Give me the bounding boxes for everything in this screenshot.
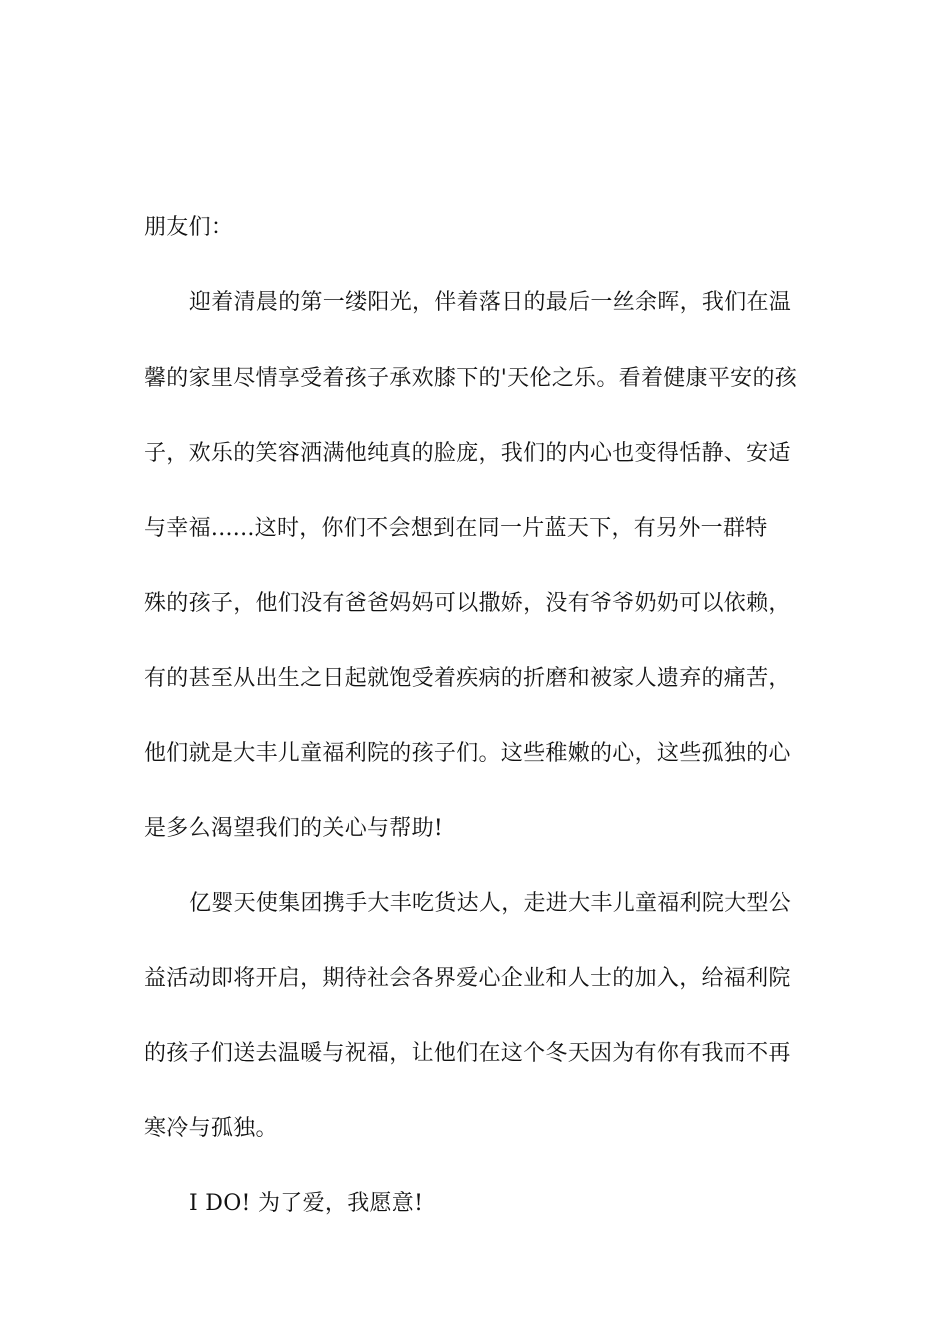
paragraph-1-line-1: 迎着清晨的第一缕阳光，伴着落日的最后一丝余晖，我们在温 <box>189 290 792 315</box>
paragraph-2-line-3: 的孩子们送去温暖与祝福，让他们在这个冬天因为有你有我而不再 <box>144 1041 791 1066</box>
paragraph-1-line-3: 子，欢乐的笑容洒满他纯真的脸庞，我们的内心也变得恬静、安适 <box>144 441 791 466</box>
paragraph-1-line-8: 是多么渴望我们的关心与帮助! <box>144 816 444 841</box>
paragraph-2-line-4: 寒冷与孤独。 <box>144 1116 278 1141</box>
paragraph-1-line-4: 与幸福......这时，你们不会想到在同一片蓝天下，有另外一群特 <box>144 516 768 541</box>
paragraph-2-line-1: 亿婴天使集团携手大丰吃货达人，走进大丰儿童福利院大型公 <box>189 891 792 916</box>
paragraph-2-line-2: 益活动即将开启，期待社会各界爱心企业和人士的加入，给福利院 <box>144 966 791 991</box>
paragraph-1-line-7: 他们就是大丰儿童福利院的孩子们。这些稚嫩的心，这些孤独的心 <box>144 741 791 766</box>
paragraph-1-line-5: 殊的孩子，他们没有爸爸妈妈可以撒娇，没有爷爷奶奶可以依赖， <box>144 591 791 616</box>
closing-line: I DO! 为了爱，我愿意! <box>189 1191 424 1216</box>
salutation: 朋友们： <box>144 215 234 240</box>
paragraph-1-line-2: 馨的家里尽情享受着孩子承欢膝下的'天伦之乐。看着健康平安的孩 <box>144 366 798 391</box>
paragraph-1-line-6: 有的甚至从出生之日起就饱受着疾病的折磨和被家人遗弃的痛苦， <box>144 666 791 691</box>
